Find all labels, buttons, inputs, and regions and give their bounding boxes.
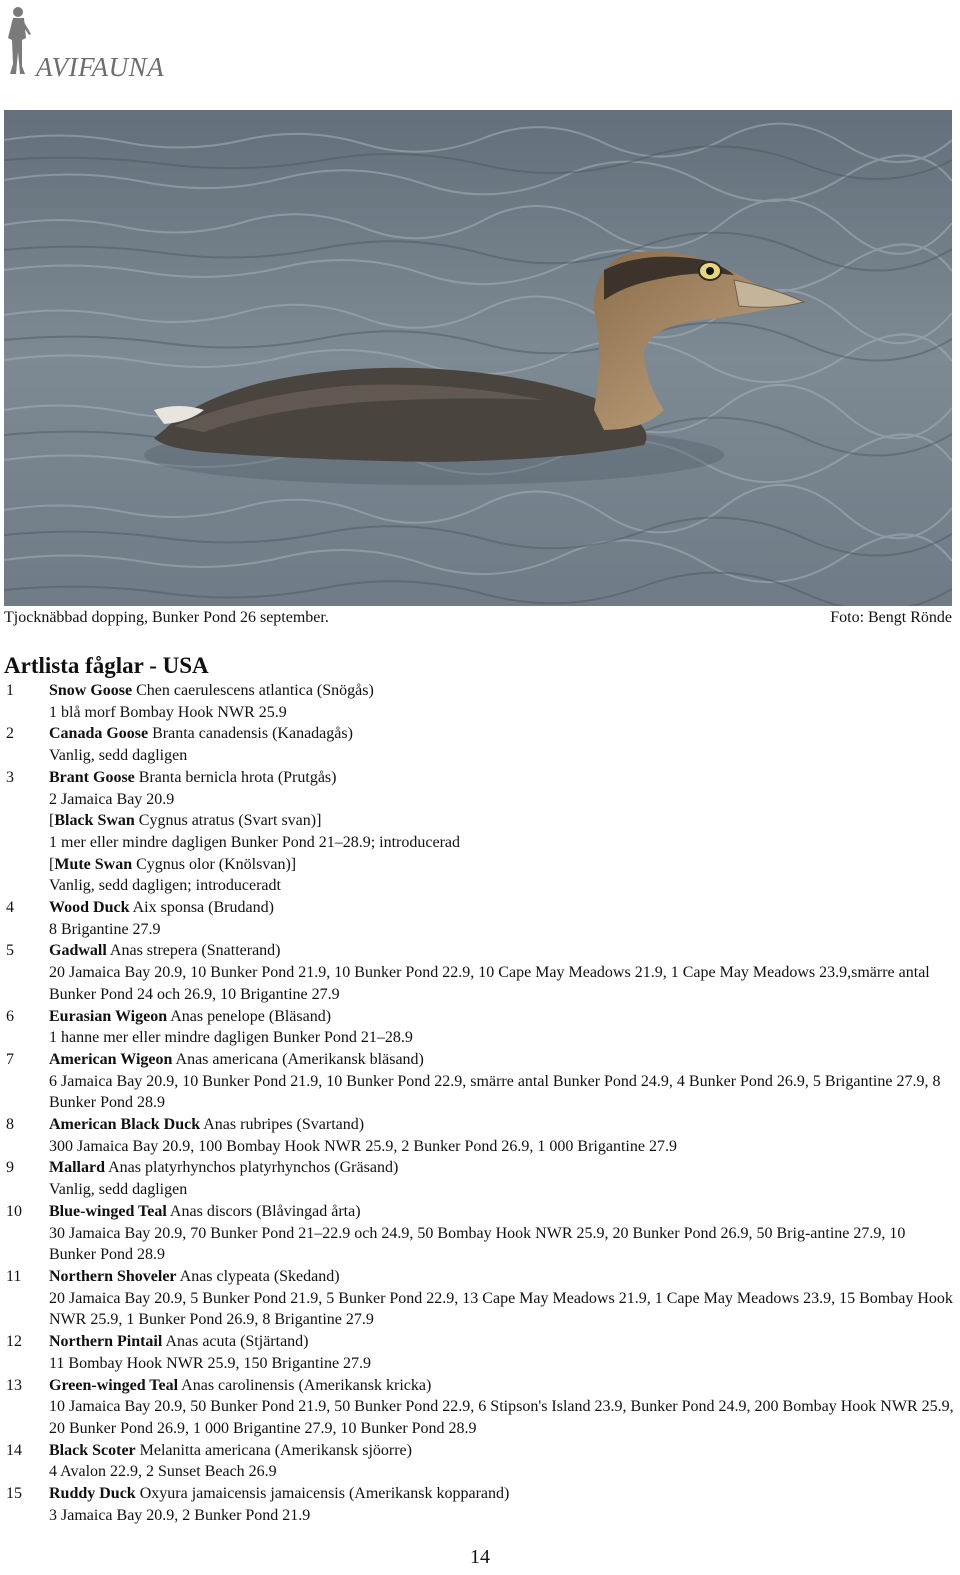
species-observations: 1 blå morf Bombay Hook NWR 25.9	[49, 703, 287, 721]
species-observations: Vanlig, sedd dagligen	[49, 1181, 188, 1199]
species-number: 11	[6, 1267, 22, 1285]
species-entry	[4, 940, 954, 1005]
species-number: 4	[6, 899, 14, 917]
species-name-line	[4, 897, 954, 919]
species-name-line	[4, 680, 954, 702]
species-observations: 3 Jamaica Bay 20.9, 2 Bunker Pond 21.9	[49, 1506, 311, 1524]
species-entry	[4, 1440, 954, 1483]
species-entry	[4, 1201, 954, 1266]
bracket-open: [	[49, 812, 55, 830]
species-entry	[4, 723, 954, 766]
species-scientific-name: Cygnus olor (Knölsvan)	[132, 855, 291, 873]
species-number: 7	[6, 1050, 14, 1068]
species-common-name: Northern Shoveler	[49, 1267, 177, 1285]
species-entry	[4, 1157, 954, 1200]
list-title: Artlista fåglar - USA	[4, 653, 209, 678]
species-scientific-name: Anas platyrhynchos platyrhynchos (Gräsand)	[105, 1159, 399, 1177]
species-number: 3	[6, 768, 14, 786]
species-common-name: Gadwall	[49, 942, 107, 960]
species-name-line	[4, 723, 954, 745]
species-number: 14	[6, 1441, 22, 1459]
species-common-name: Ruddy Duck	[49, 1485, 136, 1503]
bracket-open: [	[49, 855, 55, 873]
species-entry	[4, 1049, 954, 1114]
species-name-line	[4, 1114, 954, 1136]
species-number: 13	[6, 1376, 22, 1394]
photo-credit: Foto: Bengt Rönde	[830, 609, 952, 626]
species-observations: 11 Bombay Hook NWR 25.9, 150 Brigantine 27.9	[49, 1354, 372, 1372]
species-scientific-name: Anas americana (Amerikansk bläsand)	[172, 1050, 424, 1068]
species-common-name: Black Scoter	[49, 1441, 136, 1459]
species-observations: 20 Jamaica Bay 20.9, 10 Bunker Pond 21.9, 10 Bunker Pond 22.9, 10 Cape May Meadows 21.9, 1 Cape May Meadows 23.9,smärre antal Bunker Pond 24 och 26.9, 10 Brigantine 27.9	[49, 964, 930, 1003]
bird-photo	[4, 110, 952, 606]
species-scientific-name: Anas penelope (Bläsand)	[167, 1007, 332, 1025]
species-number: 1	[6, 682, 14, 699]
species-scientific-name: Anas clypeata (Skedand)	[176, 1267, 340, 1285]
species-name-line	[4, 1201, 954, 1223]
logo-wordmark: AVIFAUNA	[36, 52, 165, 82]
species-observations: 1 hanne mer eller mindre dagligen Bunker Pond 21–28.9	[49, 1029, 413, 1047]
photo-caption: Tjocknäbbad dopping, Bunker Pond 26 september.	[4, 609, 329, 626]
species-name-line	[4, 1006, 954, 1028]
species-scientific-name: Anas strepera (Snatterand)	[106, 942, 281, 960]
species-common-name: Brant Goose	[49, 768, 135, 786]
bracket-close: ]	[316, 812, 322, 830]
species-entry	[4, 897, 954, 940]
species-number: 12	[6, 1333, 22, 1351]
species-observations: Vanlig, sedd dagligen; introduceradt	[49, 877, 281, 895]
species-number: 15	[6, 1485, 22, 1503]
species-entry	[4, 1114, 954, 1157]
hiker-silhouette-icon	[4, 4, 34, 76]
page-number: 14	[470, 1546, 490, 1568]
species-scientific-name: Cygnus atratus (Svart svan)	[134, 812, 317, 830]
species-common-name: Mute Swan	[54, 855, 133, 873]
species-name-line	[4, 1266, 954, 1288]
species-name-line	[4, 854, 954, 876]
species-name-line	[4, 1331, 954, 1353]
species-name-line	[4, 1483, 954, 1505]
species-name-line	[4, 810, 954, 832]
species-entry	[4, 1483, 954, 1526]
species-entry	[4, 1375, 954, 1440]
species-common-name: American Black Duck	[49, 1116, 201, 1134]
species-observations: 30 Jamaica Bay 20.9, 70 Bunker Pond 21–22.9 och 24.9, 50 Bombay Hook NWR 25.9, 20 Bunker Pond 26.9, 50 Brig-antine 27.9, 10 Bunker Pond 28.9	[49, 1224, 906, 1264]
species-entry	[4, 854, 954, 897]
species-observations: 6 Jamaica Bay 20.9, 10 Bunker Pond 21.9, 10 Bunker Pond 22.9, smärre antal Bunker Pond 24.9, 4 Bunker Pond 26.9, 5 Brigantine 27.9, 8 Bunker Pond 28.9	[49, 1072, 941, 1112]
species-common-name: Green-winged Teal	[49, 1376, 179, 1394]
species-name-line	[4, 1049, 954, 1071]
species-observations: 1 mer eller mindre dagligen Bunker Pond 21–28.9; introducerad	[49, 833, 461, 851]
species-name-line	[4, 1157, 954, 1179]
bracket-close: ]	[290, 855, 297, 873]
species-observations: 300 Jamaica Bay 20.9, 100 Bombay Hook NWR 25.9, 2 Bunker Pond 26.9, 1 000 Brigantine 27.9	[49, 1137, 677, 1155]
species-scientific-name: Anas rubripes (Svartand)	[200, 1116, 365, 1134]
species-entry	[4, 1266, 954, 1331]
species-entry	[4, 1006, 954, 1049]
species-scientific-name: Aix sponsa (Brudand)	[129, 899, 274, 917]
species-scientific-name: Oxyura jamaicensis jamaicensis (Amerikansk kopparand)	[135, 1485, 510, 1503]
species-observations: 20 Jamaica Bay 20.9, 5 Bunker Pond 21.9, 5 Bunker Pond 22.9, 13 Cape May Meadows 21.9, 1 Cape May Meadows 23.9, 15 Bombay Hook NWR 25.9, 1 Bunker Pond 26.9, 8 Brigantine 27.9	[49, 1289, 953, 1329]
species-entry	[4, 1331, 954, 1374]
species-common-name: Mallard	[49, 1159, 105, 1177]
species-observations: Vanlig, sedd dagligen	[49, 747, 188, 765]
species-number: 5	[6, 942, 14, 960]
species-observations: 8 Brigantine 27.9	[49, 920, 161, 938]
species-name-line	[4, 1375, 954, 1397]
species-scientific-name: Melanitta americana (Amerikansk sjöorre)	[135, 1441, 412, 1459]
species-number: 6	[6, 1007, 14, 1025]
species-name-line	[4, 767, 954, 789]
species-list	[4, 680, 954, 1526]
species-entry	[4, 810, 954, 853]
species-common-name: Blue-winged Teal	[49, 1202, 167, 1220]
species-common-name: Black Swan	[54, 812, 135, 830]
species-number: 10	[6, 1202, 22, 1220]
species-scientific-name: Branta canadensis (Kanadagås)	[148, 725, 353, 743]
species-name-line	[4, 1440, 954, 1462]
species-common-name: Northern Pintail	[49, 1333, 163, 1351]
species-common-name: Canada Goose	[49, 725, 149, 743]
species-number: 8	[6, 1116, 14, 1134]
species-scientific-name: Anas carolinensis (Amerikansk kricka)	[178, 1376, 432, 1394]
species-number: 2	[6, 725, 14, 743]
species-scientific-name: Anas discors (Blåvingad årta)	[166, 1202, 361, 1220]
species-common-name: Snow Goose	[49, 682, 133, 699]
species-observations: 10 Jamaica Bay 20.9, 50 Bunker Pond 21.9, 50 Bunker Pond 22.9, 6 Stipson's Island 23.9, Bunker Pond 24.9, 200 Bombay Hook NWR 25.9, 20 Bunker Pond 26.9, 1 000 Brigantine 27.9, 10 Bunker Pond 28.9	[49, 1398, 954, 1437]
species-entry	[4, 680, 954, 723]
species-common-name: Wood Duck	[49, 899, 130, 917]
species-scientific-name: Chen caerulescens atlantica (Snögås)	[132, 682, 374, 699]
species-common-name: American Wigeon	[49, 1050, 173, 1068]
species-observations: 2 Jamaica Bay 20.9	[49, 790, 175, 808]
species-number: 9	[6, 1159, 14, 1177]
species-observations: 4 Avalon 22.9, 2 Sunset Beach 26.9	[49, 1463, 277, 1481]
avifauna-logo	[4, 4, 179, 84]
species-entry	[4, 767, 954, 810]
species-common-name: Eurasian Wigeon	[49, 1007, 168, 1025]
species-name-line	[4, 940, 954, 962]
species-scientific-name: Branta bernicla hrota (Prutgås)	[134, 768, 337, 786]
species-scientific-name: Anas acuta (Stjärtand)	[162, 1333, 309, 1351]
